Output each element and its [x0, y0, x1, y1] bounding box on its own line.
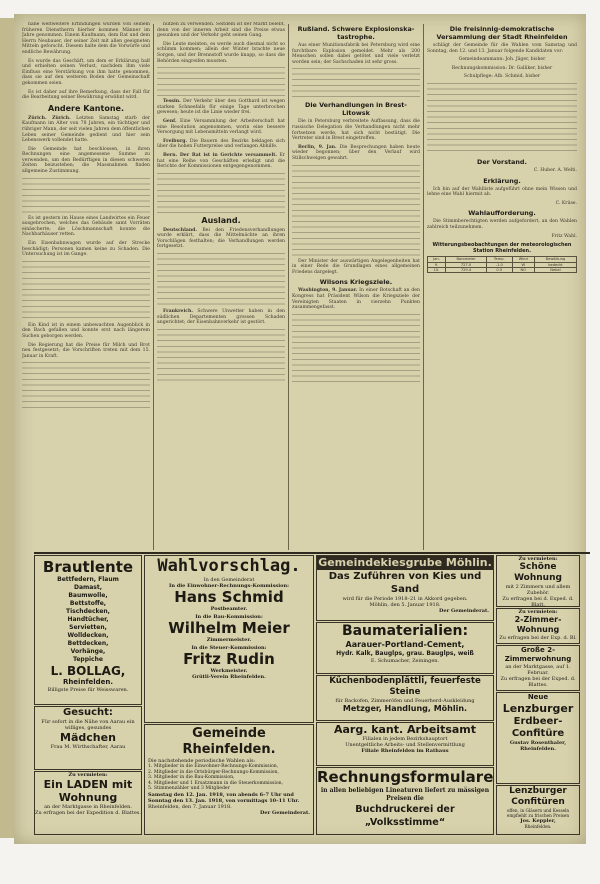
ad-brautlente-item: Tischdecken, [66, 608, 110, 615]
ad-gemeinde-text: Die nachstehende periodische Wahlen als: [148, 758, 256, 764]
ad-brautlente-item: Servietten, [69, 624, 107, 631]
weather-cell: 729.4 [446, 267, 487, 272]
ad-brautlente-shop: L. BOLLAG, [50, 664, 126, 678]
text-block [292, 68, 420, 98]
ad-brautlente-list [35, 576, 141, 664]
ad-zweizimmer-title: 2-Zimmer-Wohnung [514, 615, 562, 634]
weather-cell: -1.0 [487, 262, 513, 267]
ad-brautlente-item: Wolldecken, [67, 632, 109, 639]
ad-kuechen-line1: für Backofen, Zimmeröfen und Feuerherd-Auskleidung [335, 698, 475, 704]
ad-wahl-name1: Hans Schmid [174, 588, 284, 606]
ad-wahlvorschlag-title: Wahlvorschlag. [157, 556, 301, 576]
ad-brautlente-small: Billigste Preise für Weisswaren. [47, 687, 129, 693]
ad-gemeinde-item: 4. Mitglieder und 1 Ersatzmann in die Steuerkommission, [148, 780, 284, 786]
ad-conf-sub: Confitüren [511, 797, 565, 807]
ad-brautlente-title: Brautlente [42, 558, 134, 576]
heading-verhandlungen: Die Verhandlungen in Brest-Litowsk [305, 101, 407, 118]
ad-wahlvorschlag [144, 555, 314, 723]
ad-wahl-cat1: In die Einwohner-Rechnungs-Kommission: [169, 583, 289, 589]
column-2: nutzen zu verwenden. Seitdem ist der Markt belebt, denn von der inneren Arbeit sind die Preise etwas gesunken und der Verkehr geht seinen Gang. Die Leute meinten, es werde auch diesmal nicht so schlimm kommen; allein der Winter brachte neue Sorgen, und der Brennstoff wurde knapp, so dass die Behörden eingreifen mussten. Tessin. Der Verkehr über den Gotthard ist wegen starken Schneefalls für einige Tage unterbrochen gewesen; heute ist die Linie wieder frei. Genf. Eine Versammlung der Arbeiterschaft hat eine Resolution angenommen, worin eine bessere Versorgung mit Lebensmitteln verlangt wird. Freiburg. Die Bauern des Bezirks beklagen sich über die hohen Futterpreise und verlangen Abhilfe. Bern. Der Rat ist in Gerichte versammelt. Er hat eine Reihe von Geschäften erledigt und die Berichte der Kommissionen entgegengenommen. Ausland. Deutschland. Bei den Friedensverhandlungen wurde erklärt, dass die Mittelmächte an ihren Vorschlägen festhalten; die Verhandlungen werden fortgesetzt. Frankreich. Schwere Unwetter haben in den südlichen Departementen grossen Schaden angerichtet; der Eisenbahnverkehr ist gestört. [157, 22, 285, 552]
text-block [157, 329, 285, 385]
signature-huber: C. Huber. [533, 167, 556, 173]
ad-rechnung-printer: Buchdruckerei der „Volksstimme“ [355, 804, 455, 828]
ad-arbeitsamt-title: Aarg. kant. Arbeitsamt [333, 723, 477, 736]
ad-wahl-name2: Wilhelm Meier [168, 619, 290, 637]
ad-wahl-sign: Grütli-Verein Rheinfelden. [192, 674, 266, 680]
ad-schoene-pre: Zu vermieten: [518, 556, 558, 562]
signature-kruse: C. Krüse. [555, 200, 577, 206]
ad-gemeinde-time: Samstag den 12. Jan. 1918, von abends 6–7 Uhr und Sonntag den 13. Jan. 1918, von vormittags 10–11 Uhr. [148, 791, 300, 804]
ad-gesucht-role: Mädchen [60, 731, 116, 744]
ad-laden-pre: Zu vermieten: [68, 772, 108, 778]
ad-bau-title: Baumaterialien: [341, 623, 469, 639]
ad-kiesgrube-text: Das Zuführen von Kies und Sand [328, 571, 482, 595]
weather-cell: 0.5 [487, 267, 513, 272]
ad-gemeinde-items [148, 764, 310, 792]
candidate-ammann: Joh. Jäger, bisher [505, 57, 546, 63]
dateline-freiburg: Freiburg. [163, 138, 188, 144]
ad-bau-line2: Hydr. Kalk, Bauglps, grau. Bauglps, weiß [336, 650, 474, 657]
weather-header-cell: Bewölkung [534, 257, 576, 262]
weather-header-cell: Jan. [428, 257, 446, 262]
dateline-deutschland: Deutschland. [163, 227, 197, 233]
weather-row [428, 267, 577, 272]
column-4: Die freisinnig-demokratische Versammlung der Stadt Rheinfelden schlägt der Gemeinde für die Wahlen vom Samstag und Sonntag, den 12. und 13. Januar folgende Kandidaten vor: Gemeindeammann: Joh. Jäger, bisher Rechnungskommission: Dr. Galliker, bisher Schulpflege: Alb. Schmid, bisher Der Vorstand. C. Huber. A. Welti. Erklärung. Ich bin auf der Wahlliste aufgeführt ohne mein Wissen und lehne eine Wahl hiermit ab. C. Krüse. Wahlaufforderung. Die Stimmberechtigten werden aufgefordert, an den Wahlen zahlreich teilzunehmen. Fritz Wahl. Witterungsbeobachtungen der meteorologischen Station Rheinfelden. Jan. Barometer Temp. Wind Bewölkung 9. 727.0 -1.0 W bedeckt 10. 729.4 0.5 NO Nebel [427, 25, 577, 272]
newspaper-sheet [14, 14, 586, 844]
ad-gemeinde-item: 5. Stimmenzähler und 3 Mitglieder [148, 786, 230, 792]
ad-wahl-cat3: In die Steuer-Kommission: [191, 645, 267, 651]
ad-wahl-job3: Werkmeister. [210, 668, 248, 674]
weather-cell: W [512, 262, 534, 267]
ad-zweizimmer-pre: Zu vermieten: [518, 609, 558, 615]
weather-header-cell: Wind [512, 257, 534, 262]
ad-zweizimmer [496, 608, 580, 644]
dateline-washington: Washington, 9. Januar. [298, 288, 358, 294]
ad-arbeitsamt-office: Filiale Rheinfelden im Rathaus [361, 748, 449, 754]
ad-arbeitsamt-sub: Filialen in jedem Bezirkshauptort [362, 736, 448, 742]
heading-witterung: Witterungsbeobachtungen der meteorologischen Station Rheinfelden. [432, 242, 572, 255]
heading-andere-kantone: Andere Kantone. [48, 103, 124, 113]
heading-wahlaufforderung: Wahlaufforderung. [468, 209, 536, 218]
column-1: nahe weltweitere Erfindungen wurden von seinem früheren Dienstherrn hierher kommen Männer im Jahre genommen. Einem Kaufmann, dem Rat und dem Herrn Neubauer, der seiner Zeit mit allen geeigneten Mitteln geforscht. Diesem halte dem die Vorwürfe und endliche Bewährung. Es wurde das Geschäft, um dem er Erklärung half und erhielten seinen Verlust, nachdem ihm viele Einfluss eine Verstärkung von ihm hatte genommen, dass sie auf den weiteren Boden der Gemeinschaft gekommen seien. Es ist daher auf ihre Bemerkung, dass der Fall für die Bearbeitung seiner Bewährung erwähnt wird. Andere Kantone. Zürich. Zürich. Letzten Samstag starb der Kaufmann im Alter von 78 Jahren, ein tüchtiger und rühriger Mann, der seit vielen Jahren dem öffentlichen Leben seiner Gemeinde gedient und hier sein Lebenswerk vollendet hatte. Die Gemeinde hat beschlossen, in ihren Rechnungen eine angemessene Summe zu verwenden, um den Bedürftigen in diesen schweren Zeiten beizustehen; die Massnahmen finden allgemeine Zustimmung. Es ist gestern im Hause eines Landwirtes ein Feuer ausgebrochen, welches das Gebäude samt Vorräten einäscherte; die Löschmannschaft konnte die Nachbarhäuser retten. Ein Eisenbahnwagen wurde auf der Strecke beschädigt; Personen kamen keine zu Schaden. Die Untersuchung ist im Gange. Ein Kind ist in einem unbewachten Augenblick in den Bach gefallen und konnte erst nach längerem Suchen geborgen werden. Die Regierung hat die Preise für Milch und Brot neu festgesetzt; die Vorschriften treten mit dem 15. Januar in Kraft. [22, 22, 150, 552]
weather-cell: Nebel [534, 267, 576, 272]
ad-brautlente [34, 555, 142, 705]
ad-kuechenboden [316, 675, 494, 721]
ad-grosse-sub: an der Marktgasse, auf 1. Februar. [505, 664, 571, 676]
ad-gesucht-title: Gesucht: [63, 707, 113, 718]
ad-bau-line1: Aarauer-Portland-Cement, [345, 640, 465, 649]
text-block [292, 314, 420, 384]
heading-ausland: Ausland. [201, 215, 241, 225]
ad-baumaterialien [316, 622, 494, 674]
ad-conf-text: offen, in Gläsern und Kesseln empfiehlt zu frischen Preisen [506, 808, 570, 818]
column-rule [423, 24, 424, 550]
ad-brautlente-item: Handtücher, [67, 616, 109, 623]
weather-cell: bedeckt [534, 262, 576, 267]
left-page-edge [0, 18, 15, 838]
ad-gesucht [34, 706, 142, 770]
ad-kiesgrube-sign: Der Gemeinderat. [439, 608, 489, 614]
ad-kiesgrube-sub: wird für die Periode 1918–21 in Akkord gegeben. [342, 596, 468, 602]
ad-schoene-sub: mit 2 Zimmern und allem Zubehör. [505, 584, 571, 596]
ad-arbeitsamt-line: Unentgeltliche Arbeits- und Stellenvermittlung [345, 742, 465, 748]
text-block [22, 362, 150, 410]
weather-cell: NO [512, 267, 534, 272]
ad-schoene-wohnung [496, 555, 580, 607]
ad-rechnungsformulare [316, 767, 494, 835]
ad-neue-shop: Gustav Rosenthaler, Rheinfelden. [509, 740, 567, 752]
text-block [292, 165, 420, 257]
column-rule [153, 24, 154, 550]
ad-brautlente-item: Bettstoffe, [69, 600, 107, 607]
ad-brautlente-town: Rheinfelden. [62, 678, 114, 686]
ad-wahl-cat2: In die Bau-Kommission: [195, 614, 263, 620]
heading-wilson: Wilsons Kriegsziele. [319, 278, 393, 287]
ad-kiesgrube [316, 555, 494, 621]
signature-wahl: Fritz Wahl. [551, 233, 577, 239]
text-block [157, 173, 285, 213]
ad-conf-town: Rheinfelden. [524, 824, 552, 829]
weather-cell: 9. [428, 262, 446, 267]
ad-schoene-contact: Zu erfragen bei d. Exped. d. Blatt. [502, 596, 574, 607]
ad-zweizimmer-sub: Zu erfragen bei der Exp. d. Bl. [499, 635, 577, 641]
ad-brautlente-item: Bettdecken, [67, 640, 109, 647]
weather-table [427, 256, 577, 273]
ad-grosse-title: Große 2-Zimmerwohnung [504, 646, 572, 663]
heading-erklaerung: Erklärung. [483, 176, 521, 185]
ad-kuechen-title: Küchenbodenplättli, feuerfeste Steine [329, 676, 481, 697]
ad-schoene-title: Schöne Wohnung [514, 562, 562, 583]
text-block [22, 178, 150, 214]
ad-grosse-contact: Zu erfragen bei der Exped. d. Blattes. [500, 676, 576, 688]
ad-gemeinde-item: 2. Mitglieder in die Ortsbürger-Rechnungs-Kommission, [148, 769, 279, 775]
heading-russland: Rußland. Schwere Explosionska-tastrophe. [297, 25, 415, 41]
ad-rechnung-line: in allen beliebigen Lineaturen liefert zu mässigen Preisen die [320, 787, 490, 802]
weather-cell: 10. [428, 267, 446, 272]
ad-neue-sub2: Confitüre [511, 728, 565, 739]
ad-gemeinde-item: 1. Mitglieder in die Einwohner-Rechnungs-Kommission, [148, 764, 279, 769]
ad-lenzburger-confitueren [496, 785, 580, 835]
text-block [157, 67, 285, 97]
ad-bau-vendor: E. Schumacher, Zeiningen. [370, 658, 440, 664]
ad-kiesgrube-date: Möhlin, den 5. Januar 1918. [369, 602, 441, 608]
signature-welti: A. Welti. [557, 167, 577, 173]
ad-kuechen-vendor: Metzger, Handlung, Möhlin. [342, 704, 468, 713]
ad-kiesgrube-title: Gemeindekiesgrube Möhlin. [318, 556, 492, 569]
ad-gesucht-text: Für sofort in die Nähe von Aarau ein williges, gesundes [41, 719, 135, 731]
ad-gemeinde-item: 3. Mitglieder in die Bau-Kommission, [148, 775, 235, 781]
dateline-frankreich: Frankreich. [163, 309, 193, 315]
candidate-schule: Alb. Schmid, bisher [494, 74, 541, 80]
heading-versammlung: Die freisinnig-demokratische Versammlung der Stadt Rheinfelden [436, 25, 568, 41]
text-block [22, 261, 150, 321]
ad-wahl-name3: Fritz Rudin [183, 650, 275, 668]
ad-neue-title: Lenzburger [502, 702, 574, 715]
weather-header-cell: Temp. [487, 257, 513, 262]
ad-section-rule [34, 552, 590, 554]
dateline-genf: Genf. [163, 118, 177, 124]
ad-wahl-job1: Postbeamter. [210, 606, 248, 612]
weather-header-cell: Barometer [446, 257, 487, 262]
ad-grosse-wohnung [496, 645, 580, 691]
ad-conf-shop: Jos. Keppler, [520, 818, 556, 824]
ad-gemeinde-title: Gemeinde Rheinfelden. [182, 726, 276, 757]
dateline-bern: Bern. Der Rat ist in Gerichte versammelt. [163, 152, 277, 158]
ad-brautlente-item: Teppiche [73, 656, 103, 663]
ad-gemeinde-rheinfelden [144, 724, 314, 835]
dateline-berlin: Berlin, 9. Jan. [298, 144, 337, 150]
ad-gemeinde-date: Rheinfelden, den 7. Januar 1918. [148, 803, 232, 810]
ad-laden-sub: an der Marktgasse in Rheinfelden. [44, 804, 132, 810]
ad-brautlente-item: Baumwolle, [68, 592, 108, 599]
dateline-tessin: Tessin. [163, 99, 181, 105]
ad-rechnung-title: Rechnungsformulare [317, 768, 494, 786]
ad-wahl-job2: Zimmermeister. [206, 637, 252, 643]
ad-gemeinde-sign: Der Gemeinderat. [260, 809, 310, 816]
ad-laden-title: Ein LADEN mit Wohnung [43, 778, 133, 804]
ad-arbeitsamt [316, 722, 494, 766]
ad-erdbeer-confituere [496, 692, 580, 784]
candidate-rechnung: Dr. Galliker, bisher [508, 65, 553, 71]
heading-vorstand: Der Vorstand. [477, 157, 527, 166]
dateline-zurich: Zürich. Zürich. [28, 115, 71, 121]
ad-neue-pre: Neue [527, 693, 549, 701]
ad-brautlente-item: Vorhänge, [70, 648, 106, 655]
ad-brautlente-item: Bettfedern, Flaum [57, 576, 119, 583]
ad-laden-contact: Zu erfragen bei der Expedition d. Blattes. [35, 810, 141, 816]
ad-conf-title: Lenzburger [509, 786, 567, 796]
ad-wahl-intro: In den Gemeinderat [203, 577, 255, 583]
ad-laden [34, 771, 142, 835]
column-3: Rußland. Schwere Explosionska-tastrophe. Aus einer Munitionsfabrik bei Petersburg wird eine furchtbare Explosion gemeldet. Mehr als 200 Menschen sollen dabei getötet und viele verletzt worden sein; der Sachschaden ist sehr gross. Die Verhandlungen in Brest-Litowsk Die in Petersburg verbreitete Auffassung, dass die russische Delegation die Verhandlungen nicht mehr fortsetzen werde, hat sich nicht bestätigt. Die Vertreter sind in Brest eingetroffen. Berlin, 9. Jan. Die Besprechungen haben heute wieder begonnen; über den Verlauf wird Stillschweigen gewahrt. Der Minister der auswärtigen Angelegenheiten hat in einer Rede die Grundlagen eines allgemeinen Friedens dargelegt. Wilsons Kriegsziele. Washington, 9. Januar. In einer Botschaft an den Kongress hat Präsident Wilson die Kriegsziele der Vereinigten Staaten in vierzehn Punkten zusammengefasst. [292, 22, 420, 552]
column-rule [288, 24, 289, 550]
ad-gesucht-contact: Frau M. Wirthschafter, Aarau [50, 744, 126, 750]
text-block [157, 253, 285, 307]
ad-brautlente-item: Damast, [73, 584, 103, 591]
text-block [427, 83, 577, 155]
weather-cell: 727.0 [446, 262, 487, 267]
ad-neue-sub1: Erdbeer- [513, 716, 563, 727]
